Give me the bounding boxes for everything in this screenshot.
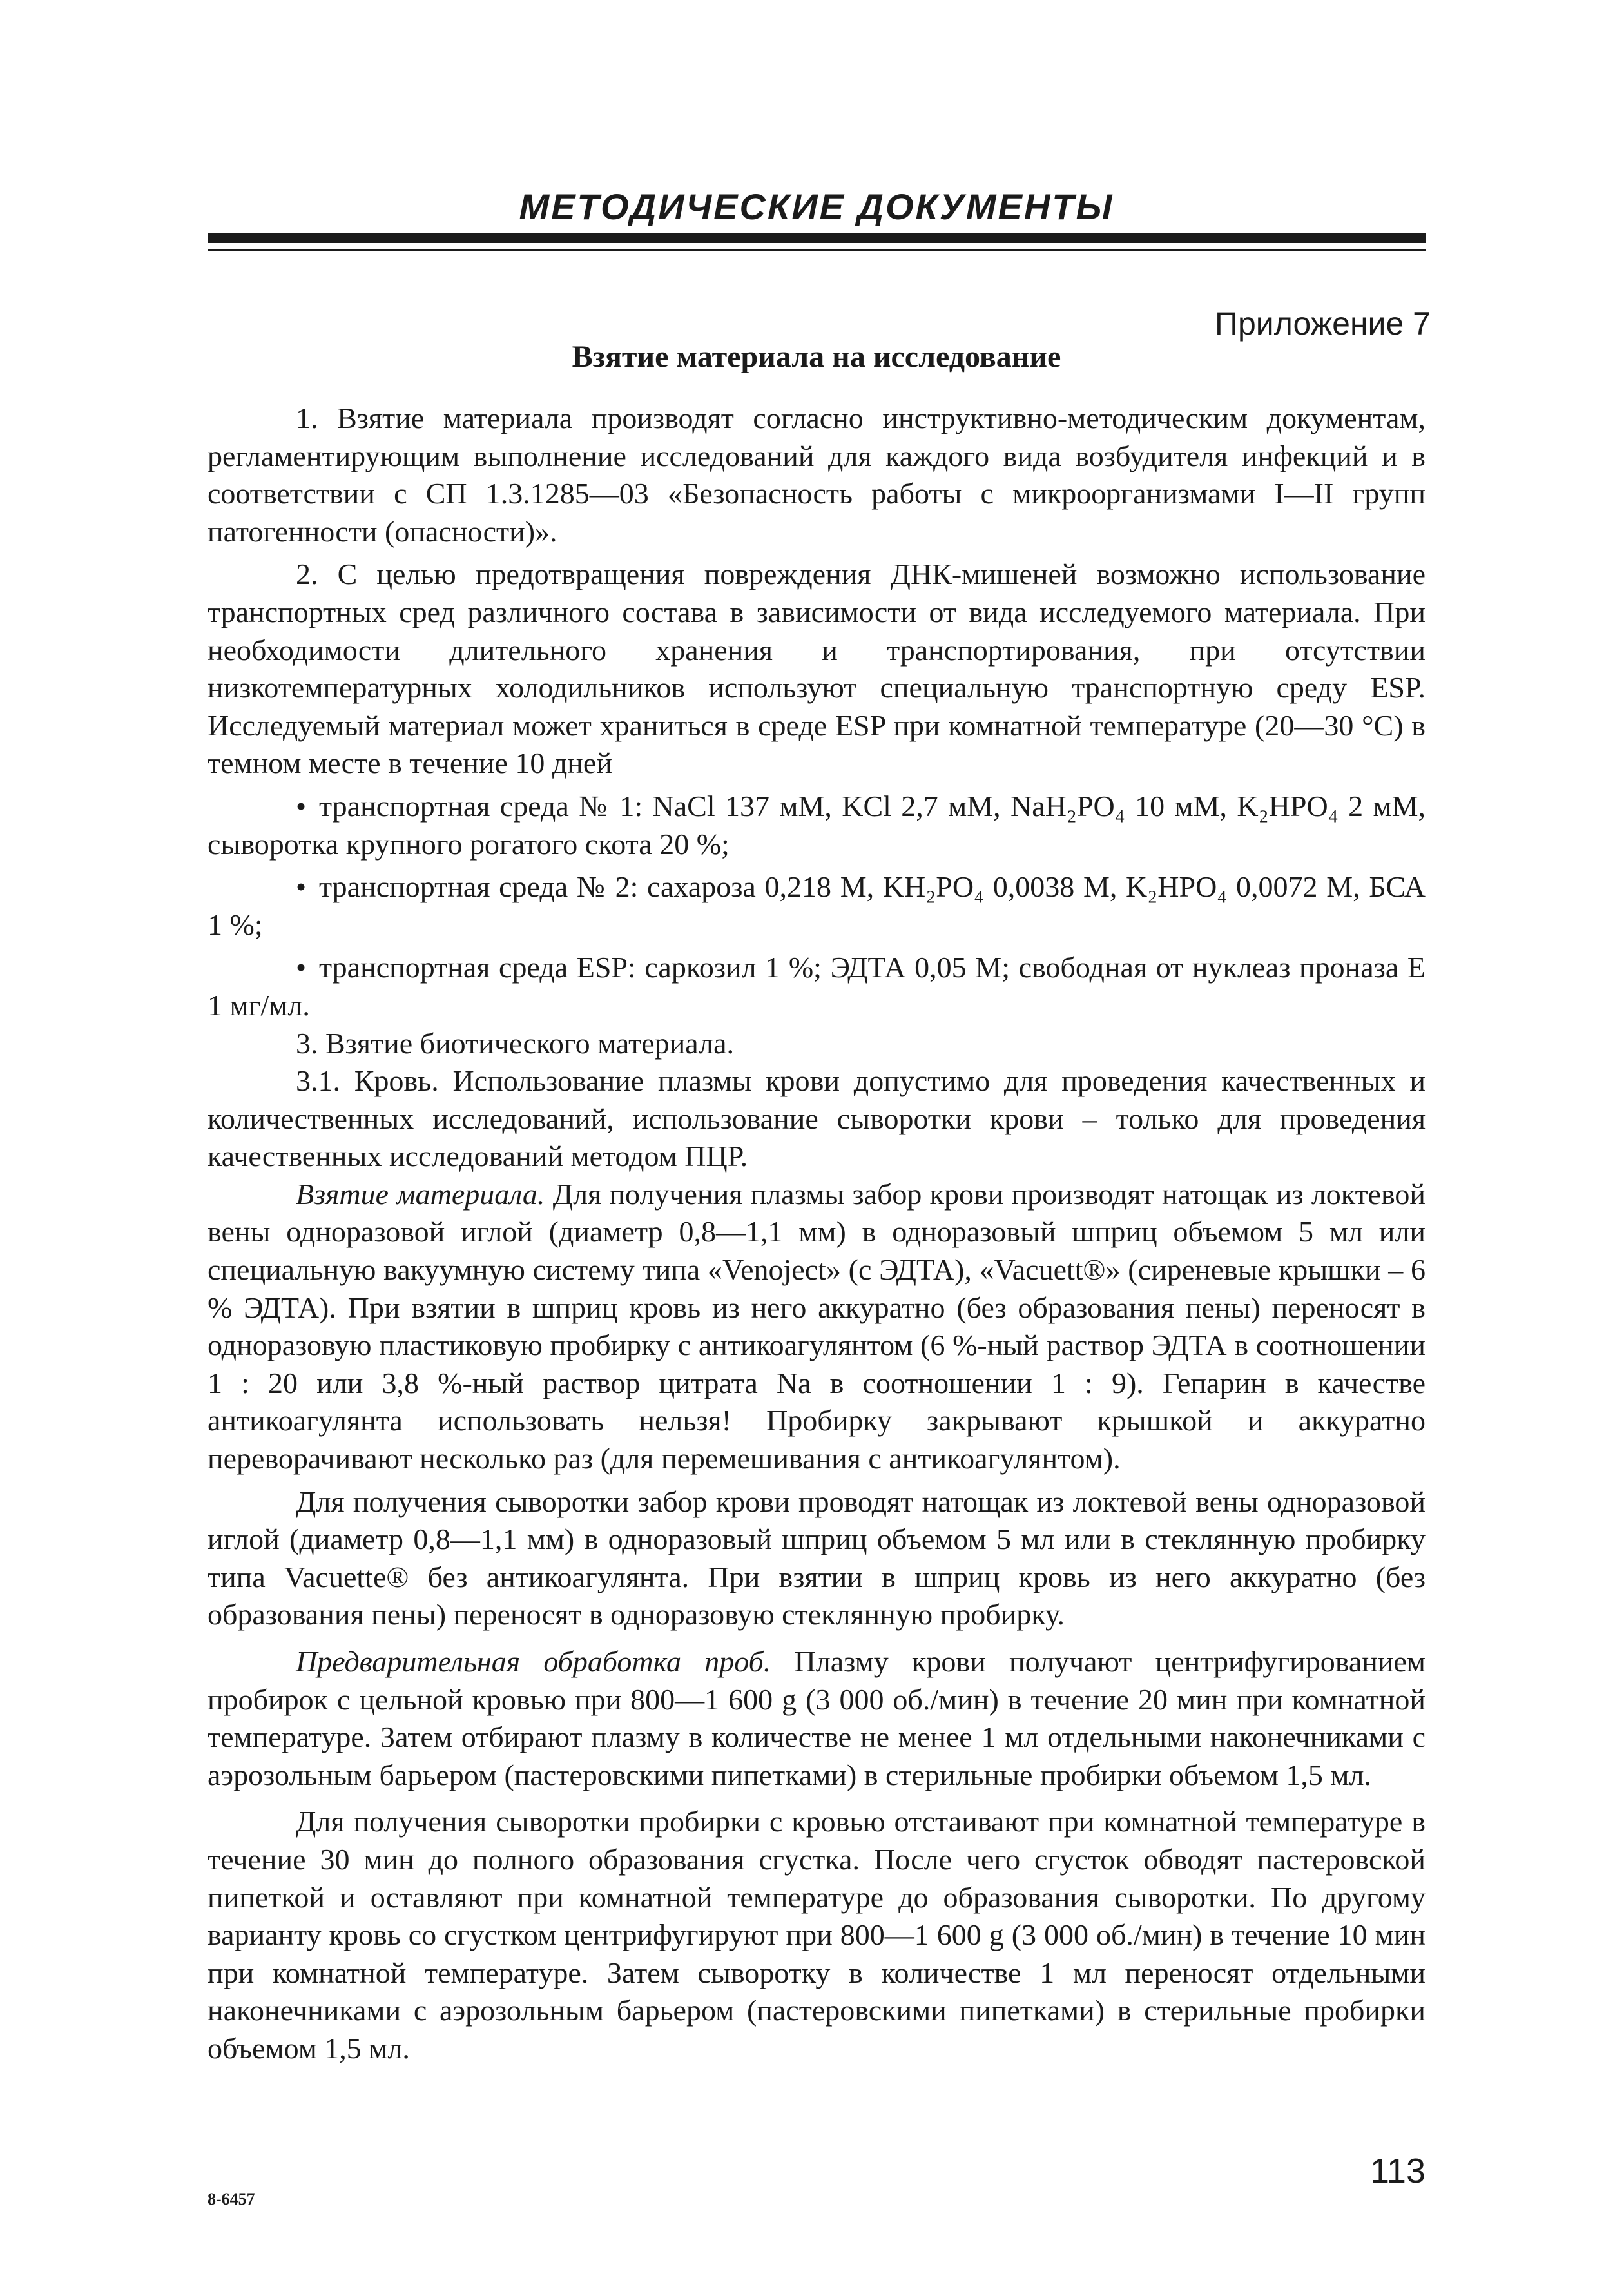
paragraph-3: 3. Взятие биотического материала. (296, 1026, 734, 1060)
bullet-text-2: транспортная среда № 2: сахароза 0,218 М, KH₂PO₄ 0,0038 М, K₂HPO₄ 0,0072 М, БСА 1 %; (208, 870, 1426, 941)
paragraph-serum-prep: Для получения сыворотки пробирки с кровью отстаивают при комнатной температуре в течение 30 мин до полного образования сгустка. После чего сгусток обводят пастеровской пипеткой и оставляют при комнатной температуре до образования сыворотки. По другому варианту кровь со сгустком центрифугируют при 800—1 600 g (3 000 об./мин) в течение 10 мин при комнатной температуре. Затем сыворотку в количестве 1 мл переносят отдельными наконечниками с аэрозольным барьером (пастеровскими пипетками) в стерильные пробирки объемом 1,5 мл. (208, 1805, 1426, 2065)
page-header (208, 184, 1426, 251)
bullet-text-1: транспортная среда № 1: NaCl 137 мМ, KCl 2,7 мМ, NaH₂PO₄ 10 мМ, K₂HPO₄ 2 мМ, сыворотка крупного рогатого скота 20 %; (208, 789, 1426, 861)
paragraph-2: 2. С целью предотвращения повреждения ДНК-мишеней возможно использование транспортных сред различного состава в зависимости от вида исследуемого материала. При необходимости длительного хранения и транспортирования, при отсутствии низкотемпературных холодильников используют специальную транспортную среду ESP. Исследуемый материал может храниться в среде ESP при комнатной температуре (20—30 °С) в темном месте в течение 10 дней (208, 558, 1426, 780)
bullet-glyph: • (296, 870, 307, 904)
footer-code: 8-6457 (208, 2190, 255, 2208)
section-heading: Взятие материала на исследование (572, 340, 1061, 374)
bullet-text-3: транспортная среда ESP: саркозил 1 %; ЭДТА 0,05 М; свободная от нуклеаз проназа Е 1 мг/мл. (208, 951, 1426, 1022)
paragraph-pretreatment (208, 1643, 1426, 1794)
sampling-text: Для получения плазмы забор крови производят натощак из локтевой вены одноразовой иглой (диаметр 0,8—1,1 мм) в одноразовый шприц объемом 5 мл или специальную вакуумную систему типа «Venoject» (с ЭДТА), «Vacuett®» (сиреневые крышки – 6 % ЭДТА). При взятии в шприц кровь из него аккуратно (без образования пены) переносят в одноразовую пластиковую пробирку с антикоагулянтом (6 %-ный раствор ЭДТА в соотношении 1 : 20 или 3,8 %-ный раствор цитрата Na в соотношении 1 : 9). Гепарин в качестве антикоагулянта использовать нельзя! Пробирку закрывают крышкой и аккуратно переворачивают несколько раз (для перемешивания с антикоагулянтом). (208, 1177, 1426, 1475)
paragraph-1: 1. Взятие материала производят согласно инструктивно-методическим документам, регламентирующим выполнение исследований для каждого вида возбудителя инфекций и в соответствии с СП 1.3.1285—03 «Безопасность работы с микроорганизмами I—II групп патогенности (опасности)». (208, 402, 1426, 548)
header-title: МЕТОДИЧЕСКИЕ ДОКУМЕНТЫ (519, 186, 1114, 227)
pretreatment-text: Плазму крови получают центрифугированием пробирок с цельной кровью при 800—1 600 g (3 000 об./мин) в течение 20 мин при комнатной температуре. Затем отбирают плазму в количестве не менее 1 мл отдельными наконечниками с аэрозольным барьером (пастеровскими пипетками) в стерильные пробирки объемом 1,5 мл. (208, 1645, 1426, 1791)
paragraph-3-1: 3.1. Кровь. Использование плазмы крови допустимо для проведения качественных и количественных исследований, использование сыворотки крови – только для проведения качественных исследований методом ПЦР. (208, 1064, 1426, 1173)
header-rule-thin (208, 249, 1426, 251)
sampling-lead: Взятие материала. (296, 1177, 545, 1211)
header-rule-thick (208, 233, 1426, 243)
body-text (208, 400, 1426, 2068)
bullet-item-3 (208, 949, 1426, 1024)
page-number: 113 (1369, 2152, 1426, 2190)
appendix-label: Приложение 7 (1215, 306, 1431, 342)
bullet-item-2 (208, 868, 1426, 944)
bullet-glyph: • (296, 789, 307, 823)
paragraph-sampling (208, 1176, 1426, 1478)
bullet-glyph: • (296, 951, 307, 984)
pretreatment-lead: Предварительная обработка проб. (296, 1645, 771, 1678)
bullet-item-1 (208, 788, 1426, 863)
paragraph-serum: Для получения сыворотки забор крови проводят натощак из локтевой вены одноразовой иглой (диаметр 0,8—1,1 мм) в одноразовый шприц объемом 5 мл или в стеклянную пробирку типа Vacuette® без антикоагулянта. При взятии в шприц кровь из него аккуратно (без образования пены) переносят в одноразовую стеклянную пробирку. (208, 1485, 1426, 1631)
